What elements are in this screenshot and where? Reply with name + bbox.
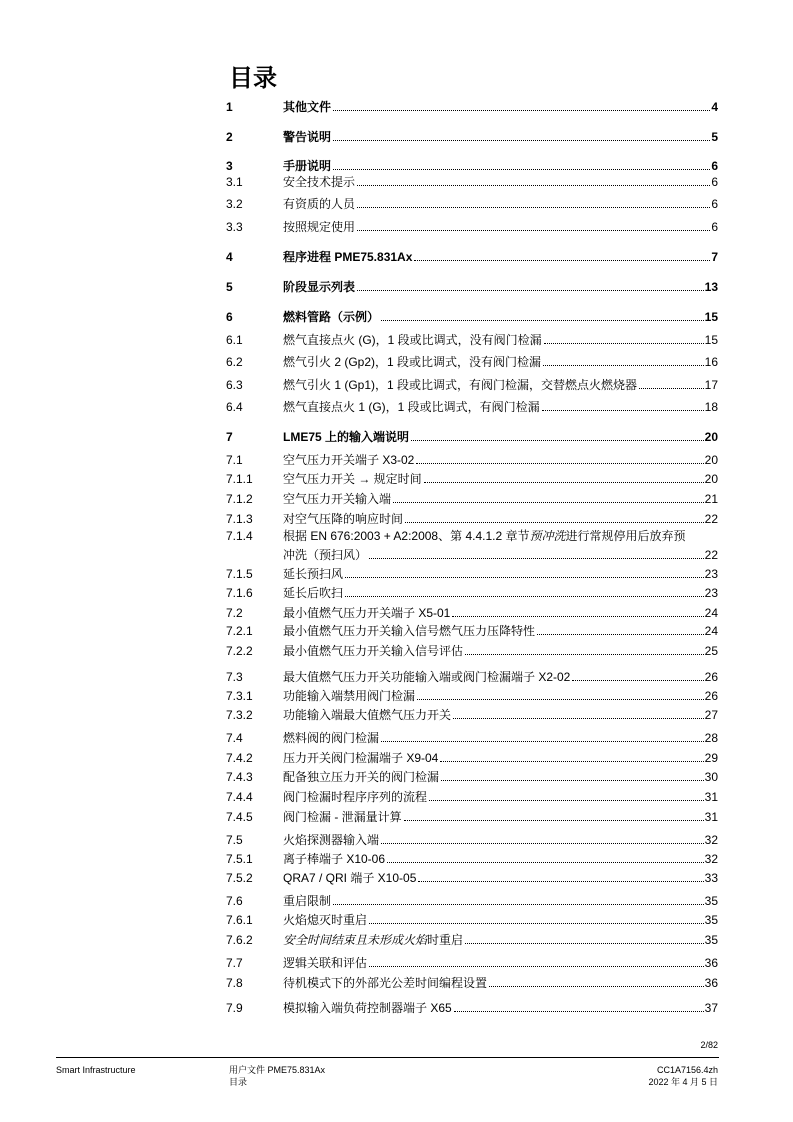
toc-entry-number: 7.8	[226, 976, 243, 990]
toc-dot-leader	[489, 985, 704, 987]
toc-dot-leader	[381, 842, 704, 844]
toc-entry-page: 32	[704, 852, 718, 866]
toc-dot-leader	[357, 206, 710, 208]
toc-entry-number: 6.1	[226, 333, 243, 347]
toc-entry-title: 阶段显示列表	[283, 280, 356, 294]
toc-dot-leader	[333, 903, 704, 905]
toc-dot-leader	[414, 259, 710, 261]
toc-entry-number: 7.6.1	[226, 913, 253, 927]
toc-entry-title: QRA7 / QRI 端子 X10-05	[283, 871, 417, 885]
footer-section: 目录	[229, 1077, 248, 1087]
toc-entry-page: 26	[704, 689, 718, 703]
toc-entry-page: 36	[704, 976, 718, 990]
toc-dot-leader	[333, 168, 710, 170]
toc-entry-number: 7.3.1	[226, 689, 253, 703]
toc-entry-number: 7.3	[226, 670, 243, 684]
toc-entry-page: 7	[711, 250, 718, 264]
toc-dot-leader	[405, 521, 704, 523]
toc-entry-number: 7.4.3	[226, 770, 253, 784]
toc-entry-number: 3.1	[226, 175, 243, 189]
toc-entry-number: 7.4.4	[226, 790, 253, 804]
toc-entry-page: 20	[704, 472, 718, 486]
toc-entry-title: 空气压力开关输入端	[283, 492, 392, 506]
toc-entry-title: 燃气引火 1 (Gp1)，1 段或比调式，有阀门检漏，交替燃点火燃烧器	[283, 378, 638, 392]
toc-dot-leader	[454, 1010, 704, 1012]
toc-entry-page: 23	[704, 567, 718, 581]
toc-entry-title: 压力开关阀门检漏端子 X9-04	[283, 751, 439, 765]
toc-dot-leader	[411, 439, 704, 441]
toc-dot-leader	[416, 462, 703, 464]
footer-doc-id: CC1A7156.4zh	[656, 1065, 718, 1075]
toc-dot-leader	[424, 481, 704, 483]
toc-dot-leader	[418, 880, 703, 882]
toc-entry-title: 模拟输入端负荷控制器端子 X65	[283, 1001, 452, 1015]
toc-entry-page: 13	[704, 280, 718, 294]
toc-entry-number: 7.1.3	[226, 512, 253, 526]
toc-dot-leader	[429, 799, 704, 801]
toc-dot-leader	[440, 760, 703, 762]
toc-entry-title: 功能输入端最大值燃气压力开关	[283, 708, 452, 722]
toc-entry-number: 7.6.2	[226, 933, 253, 947]
toc-entry-page: 31	[704, 790, 718, 804]
page-number: 2/82	[700, 1040, 718, 1050]
toc-entry-title: 燃气直接点火 (G)，1 段或比调式，没有阀门检漏	[283, 333, 542, 347]
toc-entry-page: 33	[704, 871, 718, 885]
toc-entry-number: 6.2	[226, 355, 243, 369]
toc-entry-number: 7.1.5	[226, 567, 253, 581]
toc-entry-number: 7.4	[226, 731, 243, 745]
toc-dot-leader	[333, 139, 710, 141]
toc-entry-number: 7.2.1	[226, 624, 253, 638]
toc-entry-title: 最小值燃气压力开关输入信号评估	[283, 644, 464, 658]
toc-entry-title: 待机模式下的外部光公差时间编程设置	[283, 976, 488, 990]
toc-entry-number: 6.3	[226, 378, 243, 392]
toc-entry-page: 29	[704, 751, 718, 765]
toc-entry-title: 最小值燃气压力开关输入信号燃气压力压降特性	[283, 624, 536, 638]
toc-entry-title: 火焰探测器输入端	[283, 833, 380, 847]
toc-entry-title: 燃料管路（示例）	[283, 310, 380, 324]
toc-entry-title: 阀门检漏时程序序列的流程	[283, 790, 428, 804]
toc-entry-page: 20	[704, 430, 718, 444]
toc-entry-title: 手册说明	[283, 159, 332, 173]
toc-dot-leader	[417, 698, 704, 700]
footer-company: Smart Infrastructure	[56, 1065, 136, 1075]
toc-entry-page: 22	[704, 548, 718, 562]
footer-date: 2022 年 4 月 5 日	[648, 1077, 718, 1087]
toc-entry-number: 1	[226, 100, 233, 114]
toc-entry-title: 其他文件	[283, 100, 332, 114]
toc-entry-page: 4	[711, 100, 718, 114]
toc-entry-number: 7.7	[226, 956, 243, 970]
toc-entry-number: 7.5.2	[226, 871, 253, 885]
toc-dot-leader	[369, 557, 704, 559]
toc-entry-title: 功能输入端禁用阀门检漏	[283, 689, 416, 703]
toc-entry-page: 35	[704, 894, 718, 908]
toc-entry-page: 17	[704, 378, 718, 392]
toc-entry-number: 7	[226, 430, 233, 444]
toc-dot-leader	[441, 779, 704, 781]
toc-entry-title: 安全时间结束且未形成火焰时重启	[283, 933, 464, 947]
toc-entry-number: 7.2.2	[226, 644, 253, 658]
toc-entry-page: 16	[704, 355, 718, 369]
toc-entry-title: 程序进程 PME75.831Ax	[283, 250, 413, 264]
toc-entry-title: 燃料阀的阀门检漏	[283, 731, 380, 745]
toc-entry-page: 5	[711, 130, 718, 144]
page-title: 目录	[229, 64, 277, 92]
toc-entry-title: 有资质的人员	[283, 197, 356, 211]
toc-entry-page: 18	[704, 400, 718, 414]
toc-entry-title: 空气压力开关端子 X3-02	[283, 453, 415, 467]
toc-entry-title: 对空气压降的响应时间	[283, 512, 404, 526]
toc-dot-leader	[465, 653, 704, 655]
toc-entry-title: 安全技术提示	[283, 175, 356, 189]
toc-dot-leader	[639, 387, 704, 389]
toc-entry-title: LME75 上的输入端说明	[283, 430, 410, 444]
toc-entry-number: 7.5.1	[226, 852, 253, 866]
toc-entry-page: 6	[711, 220, 718, 234]
toc-entry-number: 4	[226, 250, 233, 264]
toc-entry-number: 7.1	[226, 453, 243, 467]
toc-entry-page: 35	[704, 933, 718, 947]
toc-dot-leader	[369, 965, 704, 967]
toc-entry-title: 空气压力开关 → 规定时间	[283, 472, 422, 486]
toc-entry-page: 24	[704, 624, 718, 638]
toc-entry-page: 6	[711, 175, 718, 189]
toc-entry-number: 5	[226, 280, 233, 294]
toc-entry-page: 22	[704, 512, 718, 526]
toc-entry-number: 3.3	[226, 220, 243, 234]
toc-dot-leader	[543, 364, 704, 366]
toc-entry-title: 燃气直接点火 1 (G)，1 段或比调式，有阀门检漏	[283, 400, 540, 414]
toc-entry-number: 7.6	[226, 894, 243, 908]
toc-entry-page: 24	[704, 606, 718, 620]
toc-entry-page: 31	[704, 810, 718, 824]
toc-entry-page: 30	[704, 770, 718, 784]
toc-entry-title: 延长后吹扫	[283, 586, 344, 600]
toc-entry-page: 20	[704, 453, 718, 467]
toc-dot-leader	[393, 501, 704, 503]
toc-dot-leader	[387, 861, 704, 863]
toc-entry-page: 15	[704, 333, 718, 347]
toc-dot-leader	[357, 229, 710, 231]
toc-dot-leader	[357, 289, 704, 291]
toc-entry-page: 28	[704, 731, 718, 745]
toc-entry-page: 6	[711, 197, 718, 211]
toc-entry-title: 延长预扫风	[283, 567, 344, 581]
toc-entry-number: 7.2	[226, 606, 243, 620]
footer-doc-info	[648, 1064, 718, 1088]
toc-entry-page: 23	[704, 586, 718, 600]
toc-entry-title: 配备独立压力开关的阀门检漏	[283, 770, 440, 784]
toc-entry-title: 逻辑关联和评估	[283, 956, 368, 970]
toc-dot-leader	[542, 409, 704, 411]
toc-entry-page: 21	[704, 492, 718, 506]
toc-entry-title: 最大值燃气压力开关功能输入端或阀门检漏端子 X2-02	[283, 670, 571, 684]
toc-dot-leader	[345, 595, 704, 597]
toc-dot-leader	[345, 576, 704, 578]
toc-entry-title: 阀门检漏 - 泄漏量计算	[283, 810, 402, 824]
toc-entry-title: 按照规定使用	[283, 220, 356, 234]
toc-entry-page: 37	[704, 1001, 718, 1015]
toc-entry-title: 离子棒端子 X10-06	[283, 852, 386, 866]
toc-entry-number: 6.4	[226, 400, 243, 414]
toc-entry-number: 7.1.4	[226, 529, 253, 543]
toc-entry-number: 7.3.2	[226, 708, 253, 722]
toc-entry-title: 火焰熄灭时重启	[283, 913, 368, 927]
toc-entry-page: 6	[711, 159, 718, 173]
toc-dot-leader	[333, 109, 710, 111]
toc-entry-title: 警告说明	[283, 130, 332, 144]
toc-entry-page: 27	[704, 708, 718, 722]
footer-document	[229, 1064, 325, 1088]
toc-dot-leader	[452, 615, 703, 617]
toc-dot-leader	[544, 342, 704, 344]
toc-entry-page: 15	[704, 310, 718, 324]
toc-dot-leader	[453, 717, 704, 719]
toc-entry-number: 7.1.6	[226, 586, 253, 600]
toc-entry-page: 32	[704, 833, 718, 847]
toc-entry-number: 3	[226, 159, 233, 173]
toc-entry-page: 36	[704, 956, 718, 970]
toc-entry-title-line1: 根据 EN 676:2003 + A2:2008、第 4.4.1.2 章节预冲洗进行常规停用后放弃预	[283, 529, 686, 543]
toc-entry-title: 燃气引火 2 (Gp2)，1 段或比调式，没有阀门检漏	[283, 355, 542, 369]
toc-entry-number: 2	[226, 130, 233, 144]
toc-entry-number: 7.4.5	[226, 810, 253, 824]
toc-entry-number: 7.9	[226, 1001, 243, 1015]
footer-divider	[56, 1057, 719, 1058]
toc-entry-title: 最小值燃气压力开关端子 X5-01	[283, 606, 451, 620]
toc-entry-number: 7.1.2	[226, 492, 253, 506]
toc-dot-leader	[465, 942, 704, 944]
toc-dot-leader	[404, 819, 704, 821]
toc-entry-title: 冲洗（预扫风）	[283, 548, 368, 562]
toc-dot-leader	[357, 184, 710, 186]
toc-dot-leader	[381, 740, 704, 742]
toc-entry-page: 26	[704, 670, 718, 684]
toc-entry-page: 35	[704, 913, 718, 927]
toc-dot-leader	[572, 679, 703, 681]
footer-document-title: 用户文件 PME75.831Ax	[229, 1065, 326, 1075]
toc-entry-number: 7.4.2	[226, 751, 253, 765]
toc-entry-number: 3.2	[226, 197, 243, 211]
toc-entry-number: 7.5	[226, 833, 243, 847]
toc-entry-title: 重启限制	[283, 894, 332, 908]
toc-dot-leader	[381, 319, 704, 321]
toc-dot-leader	[369, 922, 704, 924]
toc-dot-leader	[537, 633, 704, 635]
toc-entry-page: 25	[704, 644, 718, 658]
toc-entry-number: 6	[226, 310, 233, 324]
toc-entry-number: 7.1.1	[226, 472, 253, 486]
